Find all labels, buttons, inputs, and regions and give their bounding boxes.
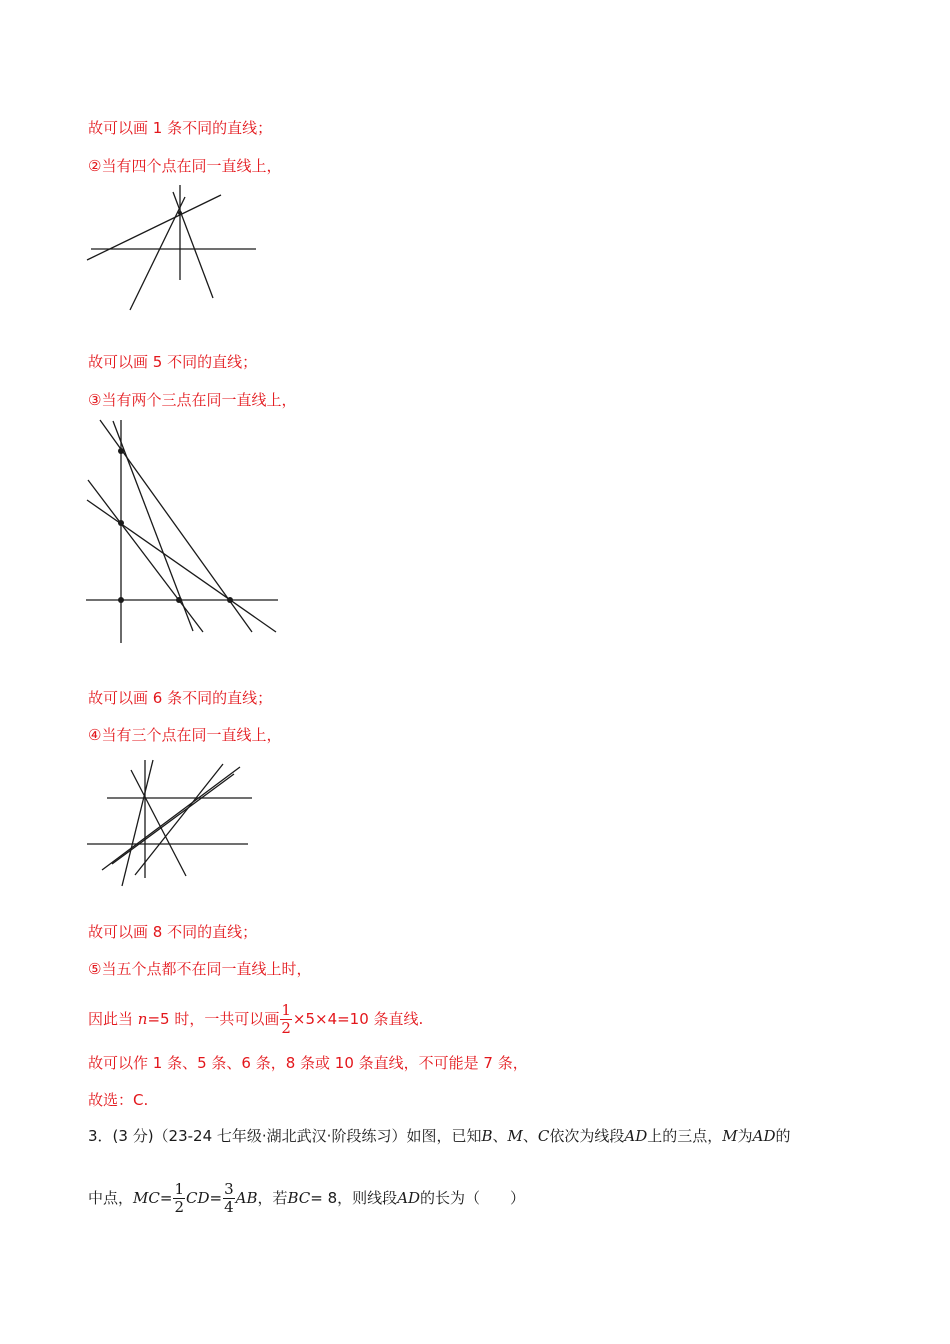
segment-mc: MC: [133, 1189, 160, 1207]
point-b: B: [481, 1127, 493, 1145]
segment-ab: AB: [235, 1189, 258, 1207]
segment-bc: BC: [287, 1189, 311, 1207]
text: ×5×4=10 条直线.: [292, 1010, 424, 1028]
fig2-point: [176, 597, 182, 603]
text: =5 时，一共可以画: [147, 1010, 280, 1028]
solution-line-3: 故可以画 5 不同的直线；: [88, 353, 258, 371]
answer-line: 故选：C.: [88, 1091, 149, 1109]
case-3-heading: ③当有两个三点在同一直线上，: [88, 391, 297, 409]
fraction-numerator: 1: [281, 1001, 291, 1019]
fig3-line: [112, 774, 234, 864]
text: 中点，: [88, 1189, 134, 1207]
equals: =: [209, 1189, 223, 1207]
question-3-line-1: [88, 1125, 791, 1147]
segment-ad: AD: [752, 1127, 776, 1145]
fraction-three-quarters: [223, 1181, 235, 1216]
solution-line-10: 故可以作 1 条、5 条、6 条，8 条或 10 条直线，不可能是 7 条，: [88, 1054, 528, 1072]
fig2-line: [100, 420, 252, 632]
equals: =: [159, 1189, 173, 1207]
point-m: M: [722, 1127, 738, 1145]
fraction-numerator: 1: [174, 1180, 184, 1198]
fraction-denominator: 2: [281, 1019, 291, 1037]
equals-value: = 8: [310, 1189, 338, 1207]
text: 、: [492, 1127, 508, 1145]
fig3-line: [102, 767, 240, 870]
case-2-heading: ②当有四个点在同一直线上，: [88, 157, 282, 175]
fig2-line: [113, 421, 193, 631]
segment-cd: CD: [185, 1189, 210, 1207]
fig3-line: [122, 760, 153, 886]
fig1-line: [173, 192, 213, 298]
text: 因此当: [88, 1010, 138, 1028]
fraction-denominator: 2: [174, 1198, 184, 1216]
fig1-point: [178, 211, 182, 215]
point-c: C: [537, 1127, 550, 1145]
solution-line-9: [88, 1002, 423, 1037]
fig2-point: [227, 597, 233, 603]
segment-ad: AD: [624, 1127, 648, 1145]
text: 的长为（ ）: [420, 1189, 526, 1207]
fig3-line: [135, 764, 223, 875]
question-3-line-2: [88, 1180, 525, 1216]
case-4-heading: ④当有三个点在同一直线上，: [88, 726, 282, 744]
text: 为: [737, 1127, 753, 1145]
text: ，则线段: [337, 1189, 398, 1207]
fig2-point: [118, 448, 124, 454]
text: 、: [522, 1127, 538, 1145]
solution-line-1: 故可以画 1 条不同的直线；: [88, 119, 273, 137]
segment-ad: AD: [397, 1189, 421, 1207]
text: 的: [775, 1127, 791, 1145]
fig1-line: [130, 197, 185, 310]
point-m: M: [507, 1127, 523, 1145]
fraction-half: [173, 1181, 185, 1216]
fig2-line: [88, 480, 203, 632]
fig2-point: [118, 520, 124, 526]
fig2-point: [118, 597, 124, 603]
fraction-denominator: 4: [224, 1198, 234, 1216]
fig3-line: [131, 770, 186, 876]
fig2-line: [87, 500, 276, 632]
fraction-numerator: 3: [224, 1180, 234, 1198]
case-5-heading: ⑤当五个点都不在同一直线上时，: [88, 960, 312, 978]
solution-line-7: 故可以画 8 不同的直线；: [88, 923, 258, 941]
variable-n: n: [137, 1010, 148, 1028]
text: ，若: [257, 1189, 288, 1207]
text: 上的三点，: [647, 1127, 723, 1145]
fig1-line: [87, 195, 221, 260]
solution-line-5: 故可以画 6 条不同的直线；: [88, 689, 273, 707]
text: 依次为线段: [549, 1127, 625, 1145]
text: 3．(3 分)（23-24 七年级·湖北武汉·阶段练习）如图，已知: [88, 1127, 482, 1145]
fraction-half: [280, 1002, 292, 1037]
